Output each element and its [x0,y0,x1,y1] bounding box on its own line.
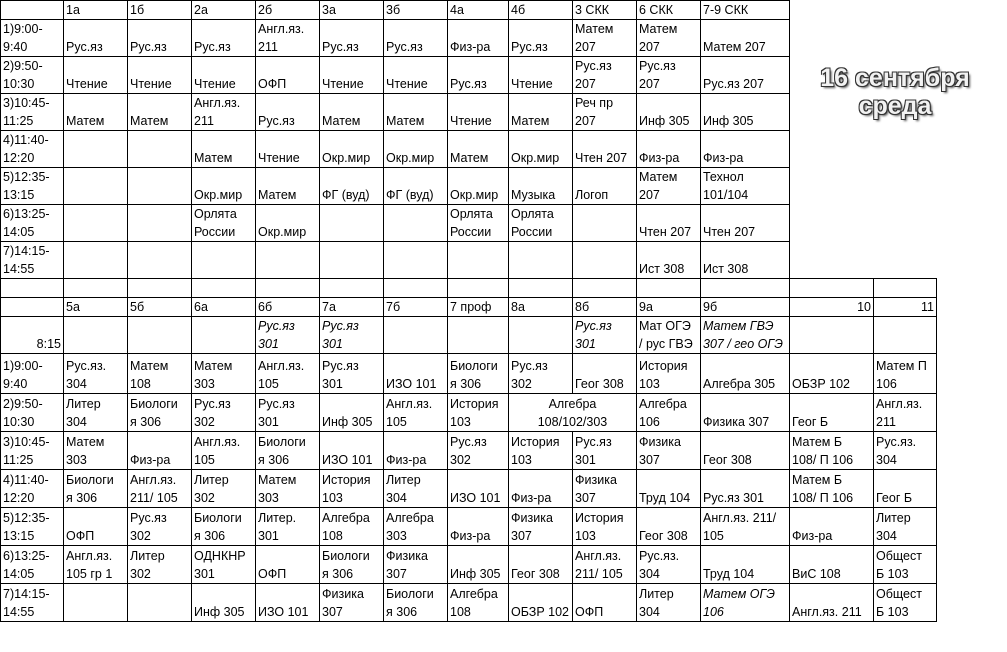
lesson-cell: Рус.яз [509,20,573,57]
table-row [1,20,937,57]
lesson-cell: Труд 104 [701,546,790,584]
lesson-cell: Физика 307 [637,432,701,470]
class-header: 3а [320,1,384,20]
lesson-cell: Матем П 106 [874,354,937,394]
lesson-cell: Англ.яз. 211 [790,584,874,622]
empty-cell [1,279,64,298]
lesson-cell: Алгебра 106 [637,394,701,432]
lesson-cell [192,317,256,354]
lesson-cell: Ист 308 [701,242,790,279]
date-label: 16 сентября [820,64,970,92]
lesson-cell: Геог 308 [637,508,701,546]
weekday-label: среда [858,92,932,120]
lesson-cell: Литер 304 [874,508,937,546]
lesson-cell: Чтен 207 [573,131,637,168]
class-header: 1а [64,1,128,20]
lesson-cell [128,242,192,279]
lesson-cell: Англ.яз. 211/ 105 [701,508,790,546]
lesson-cell: Рус.яз [64,20,128,57]
lesson-cell: Окр.мир [320,131,384,168]
lesson-cell: Геог 308 [701,432,790,470]
lesson-cell: Геог Б [874,470,937,508]
lesson-cell: Алгебра 108/102/303 [509,394,637,432]
lesson-cell: Рус.яз 302 [448,432,509,470]
lesson-cell: Литер 304 [384,470,448,508]
lesson-cell: Физика 307 [573,470,637,508]
class-header: 4б [509,1,573,20]
lesson-cell: Англ.яз. 105 [192,432,256,470]
lesson-cell: Физ-ра [384,432,448,470]
lesson-cell: Чтение [64,57,128,94]
lesson-cell: Рус.яз [256,94,320,131]
lesson-cell: Матем 207 [573,20,637,57]
lesson-cell: ИЗО 101 [384,354,448,394]
lesson-cell: Рус.яз. 304 [874,432,937,470]
lesson-cell: Физика 307 [509,508,573,546]
lesson-cell [64,584,128,622]
lesson-cell: Физ-ра [790,508,874,546]
table-row [1,354,937,394]
lesson-cell [128,205,192,242]
lesson-cell: Матем 303 [64,432,128,470]
lesson-cell: Алгебра 108 [320,508,384,546]
empty-cell [790,205,937,242]
lesson-cell: Биологи я 306 [192,508,256,546]
lesson-cell: Рус.яз [128,20,192,57]
class-header: 6 СКК [637,1,701,20]
lesson-cell [128,317,192,354]
empty-cell [509,279,573,298]
lesson-cell: Физика 307 [320,584,384,622]
lesson-cell: Рус.яз [384,20,448,57]
lesson-cell [64,168,128,205]
empty-cell [790,20,937,57]
lesson-cell: Реч пр 207 [573,94,637,131]
lesson-cell [509,242,573,279]
table-row [1,317,937,354]
class-header: 7-9 СКК [701,1,790,20]
lesson-cell: Матем [448,131,509,168]
empty-cell [384,279,448,298]
time-slot: 2)9:50- 10:30 [1,57,64,94]
lesson-cell: ОФП [573,584,637,622]
time-slot: 3)10:45- 11:25 [1,94,64,131]
lesson-cell: Рус.яз 301 [256,394,320,432]
lesson-cell: Рус.яз. 304 [637,546,701,584]
empty-cell [790,1,937,20]
class-header: 7а [320,298,384,317]
time-slot: 7)14:15- 14:55 [1,584,64,622]
lesson-cell: Окр.мир [192,168,256,205]
lesson-cell: ВиС 108 [790,546,874,584]
lesson-cell: Биологи я 306 [128,394,192,432]
lesson-cell: Орлята России [509,205,573,242]
class-header: 7б [384,298,448,317]
lesson-cell: Рус.яз 301 [256,317,320,354]
lesson-cell: Литер 302 [192,470,256,508]
lesson-cell: Чтение [192,57,256,94]
lesson-cell [128,131,192,168]
lesson-cell: Рус.яз 301 [320,354,384,394]
lesson-cell: Матем ГВЭ 307 / гео ОГЭ [701,317,790,354]
lesson-cell [874,317,937,354]
time-slot: 7)14:15- 14:55 [1,242,64,279]
time-slot: 6)13:25- 14:05 [1,205,64,242]
class-header: 9а [637,298,701,317]
lesson-cell: Рус.яз [448,57,509,94]
empty-cell [448,279,509,298]
lesson-cell [509,317,573,354]
lesson-cell [790,317,874,354]
lesson-cell: Матем [256,168,320,205]
lesson-cell [128,168,192,205]
lesson-cell: Литер 304 [64,394,128,432]
lesson-cell: Физ-ра [128,432,192,470]
lesson-cell: Англ.яз. 105 гр 1 [64,546,128,584]
lesson-cell: Чтение [128,57,192,94]
table-row [1,1,937,20]
lesson-cell: Физ-ра [448,508,509,546]
lesson-cell [448,317,509,354]
time-slot: 8:15 [1,317,64,354]
lesson-cell [320,242,384,279]
lesson-cell: Матем [192,131,256,168]
lesson-cell: Рус.яз [320,20,384,57]
class-header: 8а [509,298,573,317]
time-slot: 6)13:25- 14:05 [1,546,64,584]
lesson-cell: Чтение [320,57,384,94]
lesson-cell: Рус.яз 301 [573,432,637,470]
lesson-cell: Физика 307 [384,546,448,584]
lesson-cell [256,242,320,279]
lesson-cell: ОБЗР 102 [509,584,573,622]
lesson-cell [192,242,256,279]
empty-cell [790,279,874,298]
lesson-cell: Матем 207 [701,20,790,57]
empty-cell [701,279,790,298]
lesson-cell: История 103 [573,508,637,546]
lesson-cell: Матем [128,94,192,131]
class-header: 6б [256,298,320,317]
lesson-cell: Алгебра 303 [384,508,448,546]
lesson-cell: Чтение [384,57,448,94]
time-slot: 1)9:00- 9:40 [1,20,64,57]
table-row [1,508,937,546]
class-header: 5а [64,298,128,317]
lesson-cell: Физ-ра [509,470,573,508]
lesson-cell: Физ-ра [701,131,790,168]
lesson-cell [64,131,128,168]
table-row [1,298,937,317]
lesson-cell: Технол 101/104 [701,168,790,205]
time-slot: 5)12:35- 13:15 [1,168,64,205]
lesson-cell: Рус.яз 302 [128,508,192,546]
table-row [1,394,937,432]
lesson-cell: Рус.яз 302 [509,354,573,394]
lesson-cell: Чтение [448,94,509,131]
lesson-cell: Литер 304 [637,584,701,622]
lesson-cell: ИЗО 101 [448,470,509,508]
table-row [1,470,937,508]
class-header: 11 [874,298,937,317]
lesson-cell: Геог Б [790,394,874,432]
lesson-cell [320,205,384,242]
lesson-cell: Биологи я 306 [256,432,320,470]
table-row [1,168,937,205]
lesson-cell: Англ.яз. 211 [874,394,937,432]
class-header: 3 СКК [573,1,637,20]
lesson-cell: Рус.яз 207 [573,57,637,94]
lesson-cell: Рус.яз 207 [637,57,701,94]
lesson-cell: Окр.мир [256,205,320,242]
corner-cell [1,1,64,20]
lesson-cell: Ист 308 [637,242,701,279]
lesson-cell: ОФП [256,546,320,584]
class-header: 10 [790,298,874,317]
lesson-cell: Геог 308 [509,546,573,584]
class-header: 7 проф [448,298,509,317]
lesson-cell: Орлята России [448,205,509,242]
lesson-cell: ОФП [64,508,128,546]
lesson-cell: Матем ОГЭ 106 [701,584,790,622]
time-slot: 1)9:00- 9:40 [1,354,64,394]
lesson-cell: Рус.яз 301 [320,317,384,354]
class-header: 2а [192,1,256,20]
lesson-cell: Биологи я 306 [448,354,509,394]
lesson-cell: Мат ОГЭ / рус ГВЭ [637,317,701,354]
lesson-cell: Музыка [509,168,573,205]
lesson-cell: Матем [320,94,384,131]
lesson-cell: История 103 [509,432,573,470]
lesson-cell: Матем 303 [192,354,256,394]
lesson-cell: Окр.мир [384,131,448,168]
lesson-cell: Биологи я 306 [384,584,448,622]
lesson-cell: Физика 307 [701,394,790,432]
lesson-cell: Логоп [573,168,637,205]
lesson-cell: Англ.яз. 211 [256,20,320,57]
lesson-cell: Матем 303 [256,470,320,508]
lesson-cell [573,242,637,279]
lesson-cell: Чтение [256,131,320,168]
lesson-cell [64,205,128,242]
time-slot: 4)11:40- 12:20 [1,131,64,168]
lesson-cell: Матем Б 108/ П 106 [790,470,874,508]
class-header: 4а [448,1,509,20]
lesson-cell [384,317,448,354]
lesson-cell: Окр.мир [509,131,573,168]
time-slot: 2)9:50- 10:30 [1,394,64,432]
table-row [1,205,937,242]
lesson-cell: Матем 207 [637,20,701,57]
empty-cell [790,168,937,205]
lesson-cell: Рус.яз 301 [573,317,637,354]
date-heading [790,64,1000,120]
class-header: 1б [128,1,192,20]
lesson-cell [64,242,128,279]
lesson-cell: Рус.яз 207 [701,57,790,94]
lesson-cell [573,205,637,242]
lesson-cell: Матем [384,94,448,131]
empty-cell [128,279,192,298]
class-header: 9б [701,298,790,317]
lesson-cell: Матем [64,94,128,131]
lesson-cell: Рус.яз 302 [192,394,256,432]
lesson-cell: Инф 305 [701,94,790,131]
lesson-cell: Литер 302 [128,546,192,584]
empty-cell [573,279,637,298]
class-header: 6а [192,298,256,317]
lesson-cell: Чтен 207 [637,205,701,242]
lesson-cell: Физ-ра [637,131,701,168]
lesson-cell: Инф 305 [192,584,256,622]
lesson-cell: ФГ (вуд) [384,168,448,205]
lesson-cell: Чтение [509,57,573,94]
lesson-cell: История 103 [637,354,701,394]
lesson-cell: Чтен 207 [701,205,790,242]
lesson-cell: Биологи я 306 [64,470,128,508]
empty-cell [192,279,256,298]
class-header: 8б [573,298,637,317]
empty-cell [637,279,701,298]
table-row [1,131,937,168]
lesson-cell: Орлята России [192,205,256,242]
lesson-cell: Биологи я 306 [320,546,384,584]
lesson-cell: Рус.яз 301 [701,470,790,508]
time-slot: 5)12:35- 13:15 [1,508,64,546]
lesson-cell: Литер. 301 [256,508,320,546]
table-row [1,584,937,622]
empty-cell [320,279,384,298]
lesson-cell: Англ.яз. 105 [384,394,448,432]
lesson-cell: Инф 305 [448,546,509,584]
lesson-cell: Инф 305 [320,394,384,432]
lesson-cell: Геог 308 [573,354,637,394]
lesson-cell: Общест Б 103 [874,546,937,584]
lesson-cell: Англ.яз. 211/ 105 [128,470,192,508]
lesson-cell: Окр.мир [448,168,509,205]
lesson-cell: ИЗО 101 [256,584,320,622]
lesson-cell: ИЗО 101 [320,432,384,470]
lesson-cell [384,205,448,242]
table-row [1,546,937,584]
lesson-cell: Англ.яз. 105 [256,354,320,394]
time-slot: 3)10:45- 11:25 [1,432,64,470]
empty-cell [790,131,937,168]
lesson-cell: Труд 104 [637,470,701,508]
lesson-cell: Алгебра 108 [448,584,509,622]
lesson-cell: История 103 [320,470,384,508]
class-header: 3б [384,1,448,20]
lesson-cell: История 103 [448,394,509,432]
table-row [1,432,937,470]
lesson-cell: ОДНКНР 301 [192,546,256,584]
lesson-cell: Алгебра 305 [701,354,790,394]
lesson-cell: Матем 207 [637,168,701,205]
class-header: 5б [128,298,192,317]
table-row [1,242,937,279]
lesson-cell: Инф 305 [637,94,701,131]
lesson-cell: Англ.яз. 211/ 105 [573,546,637,584]
empty-cell [790,242,937,279]
lesson-cell [384,242,448,279]
lesson-cell: Матем [509,94,573,131]
lesson-cell: Рус.яз [192,20,256,57]
table-row [1,279,937,298]
empty-cell [874,279,937,298]
lesson-cell [128,584,192,622]
lesson-cell [64,317,128,354]
lesson-cell: Матем Б 108/ П 106 [790,432,874,470]
empty-cell [64,279,128,298]
lesson-cell: Англ.яз. 211 [192,94,256,131]
corner-cell [1,298,64,317]
empty-cell [256,279,320,298]
lesson-cell: ФГ (вуд) [320,168,384,205]
lesson-cell: Матем 108 [128,354,192,394]
lesson-cell [448,242,509,279]
lesson-cell: Физ-ра [448,20,509,57]
class-header: 2б [256,1,320,20]
lesson-cell: Рус.яз. 304 [64,354,128,394]
lesson-cell: ОФП [256,57,320,94]
lesson-cell: ОБЗР 102 [790,354,874,394]
lesson-cell: Общест Б 103 [874,584,937,622]
time-slot: 4)11:40- 12:20 [1,470,64,508]
